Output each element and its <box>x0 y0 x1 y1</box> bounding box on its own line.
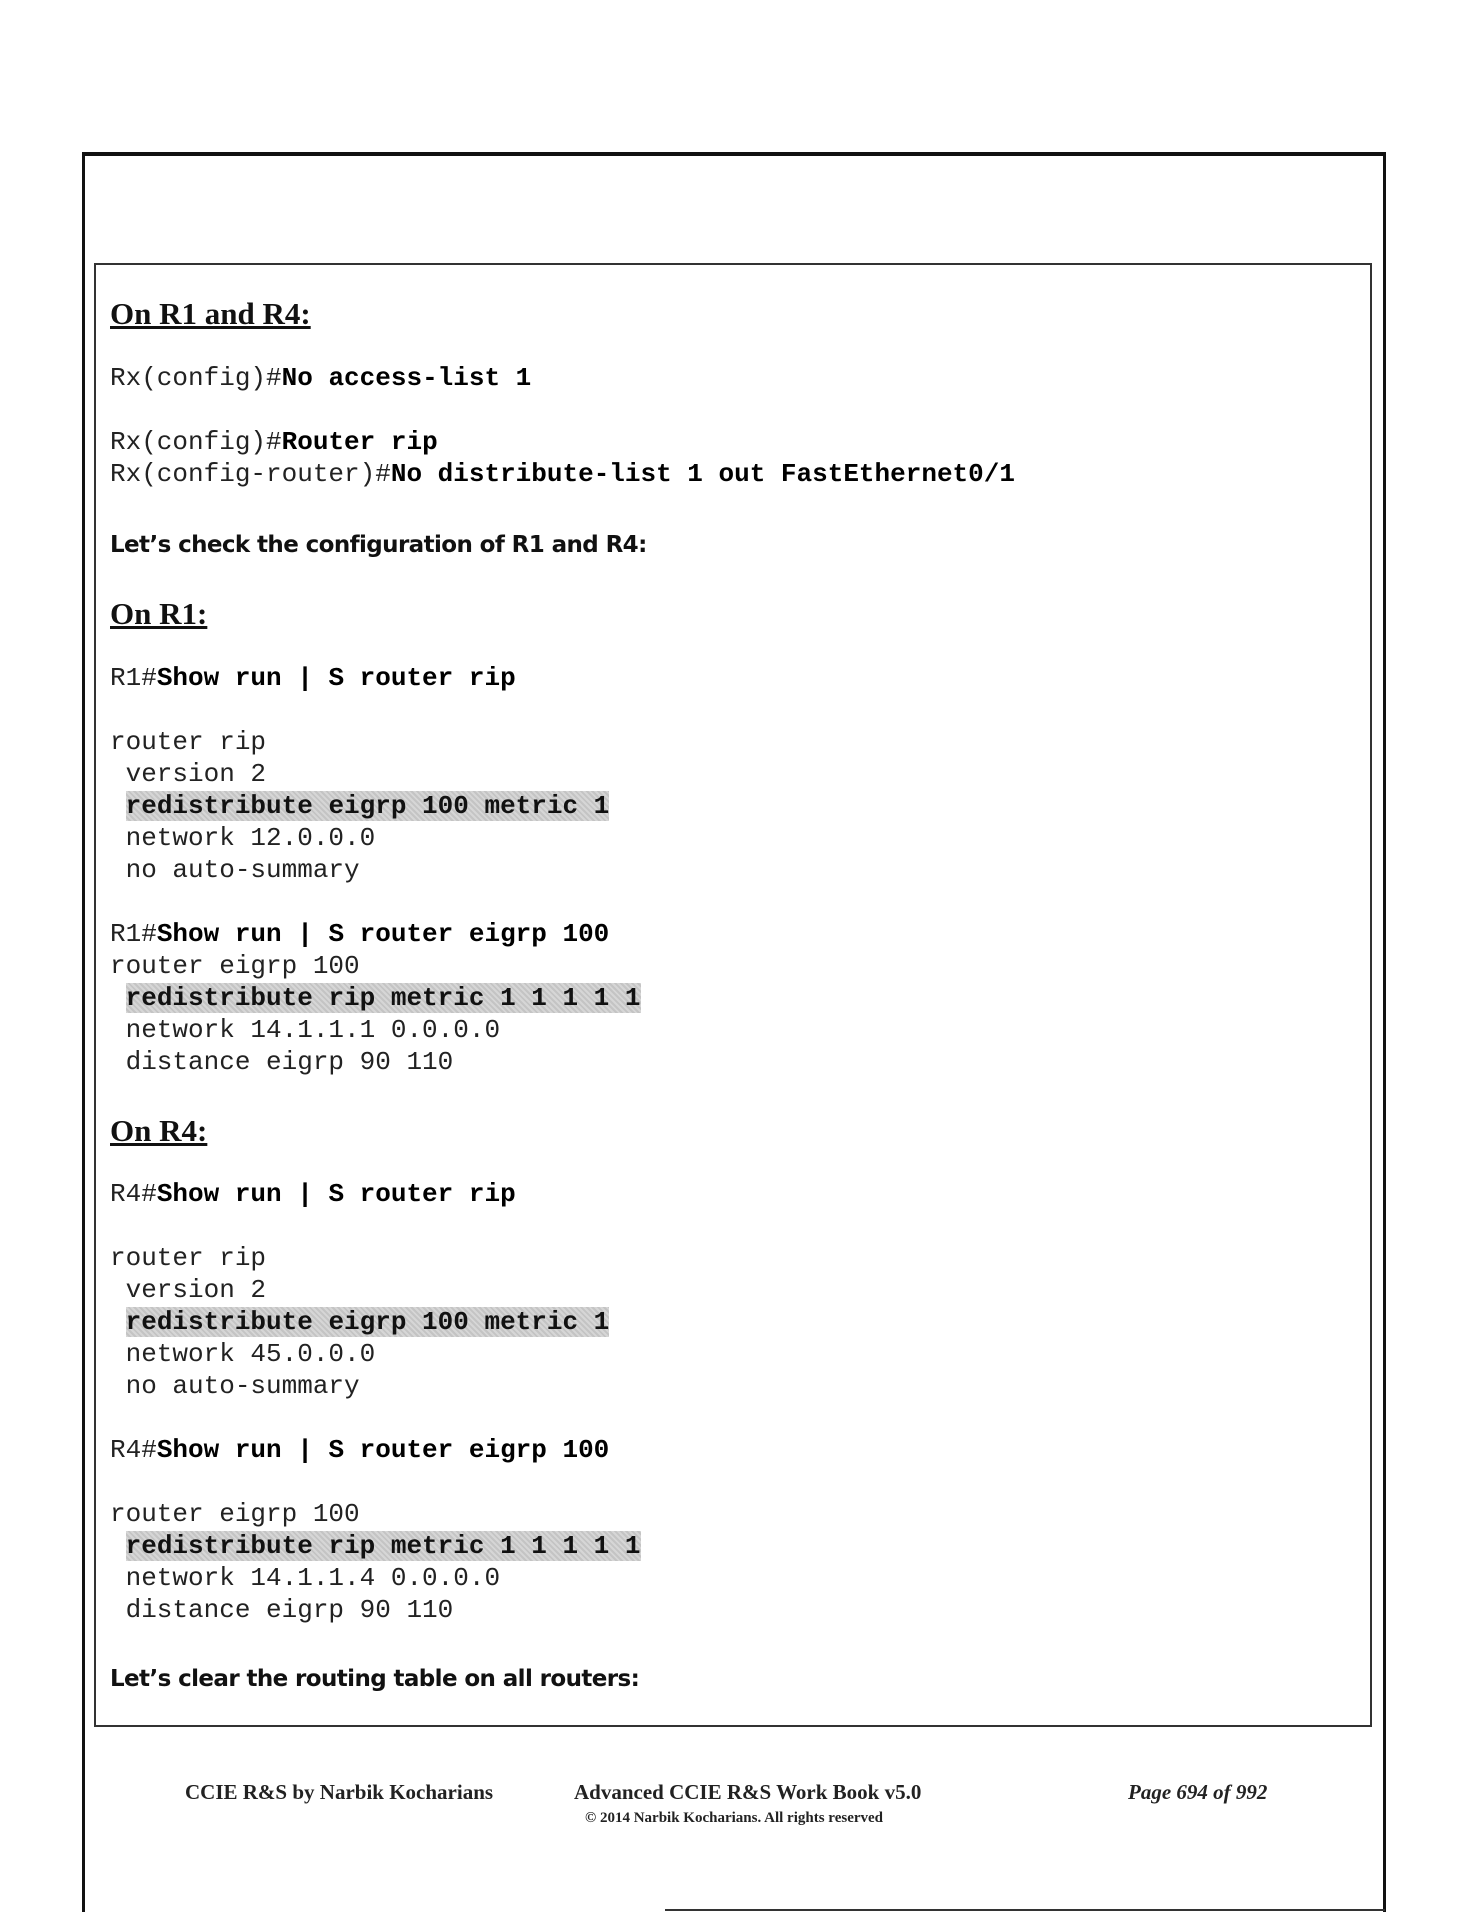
highlight: redistribute rip metric 1 1 1 1 1 <box>125 1531 641 1561</box>
config-line: network 12.0.0.0 <box>110 823 376 853</box>
cmd-text: Show run | S router eigrp 100 <box>156 1435 610 1465</box>
cmd-prompt: Rx(config)# <box>110 363 282 393</box>
bottom-divider <box>665 1909 1385 1911</box>
prose-clear-routing: Let’s clear the routing table on all routers: <box>110 1666 640 1692</box>
config-line-highlighted <box>110 982 641 1014</box>
cmd-router-rip <box>110 426 438 458</box>
r4-show-rip-cmd <box>110 1178 516 1210</box>
config-line-highlighted <box>110 1530 641 1562</box>
r1-rip-config <box>110 726 609 886</box>
footer-author: CCIE R&S by Narbik Kocharians <box>185 1780 494 1804</box>
config-line: no auto-summary <box>110 1371 360 1401</box>
config-line: network 45.0.0.0 <box>110 1339 376 1369</box>
config-line-highlighted <box>110 790 609 822</box>
cmd-prompt: R1# <box>110 663 157 693</box>
cmd-prompt: Rx(config-router)# <box>110 459 391 489</box>
highlight: redistribute rip metric 1 1 1 1 1 <box>125 983 641 1013</box>
config-line: router eigrp 100 <box>110 951 360 981</box>
config-line: network 14.1.1.4 0.0.0.0 <box>110 1563 501 1593</box>
config-line: router eigrp 100 <box>110 1499 360 1529</box>
heading-r4: On R4: <box>110 1113 208 1148</box>
config-line: version 2 <box>110 759 267 789</box>
cmd-prompt: R4# <box>110 1179 157 1209</box>
config-line: no auto-summary <box>110 855 360 885</box>
cmd-prompt: Rx(config)# <box>110 427 282 457</box>
prose-check-config: Let’s check the configuration of R1 and R4: <box>110 532 647 558</box>
config-line-highlighted <box>110 1306 609 1338</box>
highlight: redistribute eigrp 100 metric 1 <box>125 1307 610 1337</box>
cmd-prompt: R4# <box>110 1435 157 1465</box>
config-line: network 14.1.1.1 0.0.0.0 <box>110 1015 501 1045</box>
config-line: distance eigrp 90 110 <box>110 1047 454 1077</box>
r4-show-eigrp-cmd <box>110 1434 609 1466</box>
cmd-text: Show run | S router eigrp 100 <box>156 919 610 949</box>
cmd-text: No access-list 1 <box>281 363 532 393</box>
footer-title: Advanced CCIE R&S Work Book v5.0 <box>574 1780 922 1804</box>
cmd-no-distribute-list <box>110 458 1015 490</box>
config-line: version 2 <box>110 1275 267 1305</box>
footer-copyright: © 2014 Narbik Kocharians. All rights reserved <box>585 1810 884 1826</box>
config-line: router rip <box>110 727 267 757</box>
highlight: redistribute eigrp 100 metric 1 <box>125 791 610 821</box>
heading-r1: On R1: <box>110 596 208 631</box>
cmd-text: Show run | S router rip <box>156 1179 516 1209</box>
cmd-text: No distribute-list 1 out FastEthernet0/1 <box>390 459 1015 489</box>
r1-show-rip-cmd <box>110 662 516 694</box>
config-line: router rip <box>110 1243 267 1273</box>
footer-page-number: Page 694 of 992 <box>1128 1780 1268 1804</box>
config-line: distance eigrp 90 110 <box>110 1595 454 1625</box>
r4-eigrp-config <box>110 1498 641 1626</box>
cmd-no-access-list <box>110 362 531 394</box>
cmd-text: Show run | S router rip <box>156 663 516 693</box>
r4-rip-config <box>110 1242 609 1402</box>
cmd-prompt: R1# <box>110 919 157 949</box>
cmd-line <box>110 918 641 950</box>
heading-r1-and-r4: On R1 and R4: <box>110 296 311 331</box>
cmd-text: Router rip <box>281 427 438 457</box>
r1-eigrp-config <box>110 918 641 1078</box>
